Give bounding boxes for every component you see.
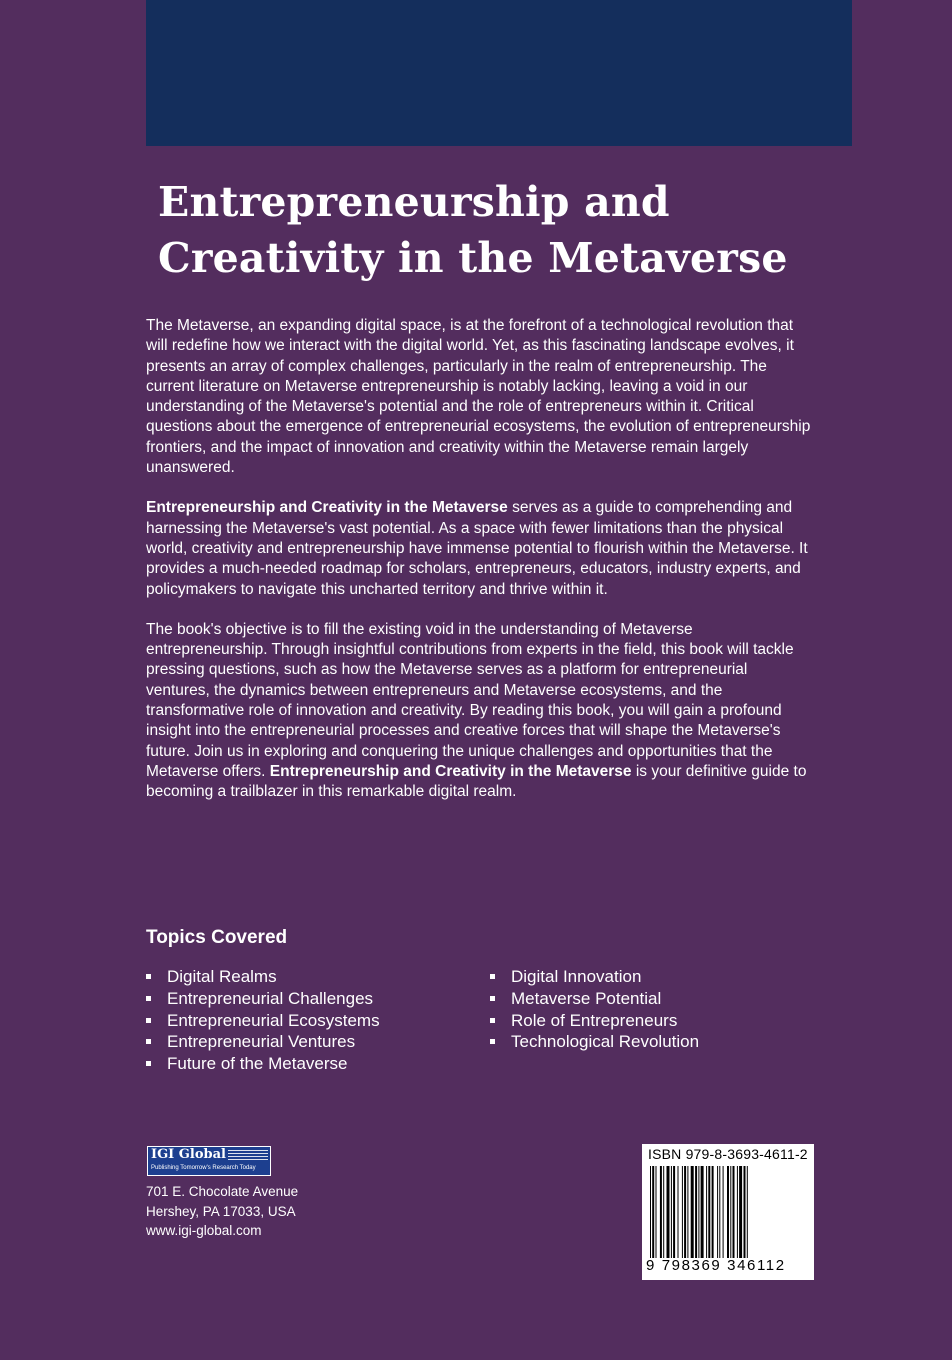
barcode-bar (682, 1166, 683, 1258)
bullet-icon (490, 1018, 495, 1023)
barcode-bar (652, 1166, 654, 1258)
barcode-bar (656, 1166, 657, 1258)
barcode-bar (727, 1166, 729, 1258)
barcode-bar (730, 1166, 731, 1258)
isbn-label: ISBN 979-8-3693-4611-2 (648, 1146, 808, 1162)
barcode-bar (684, 1166, 686, 1258)
barcode-bar (737, 1166, 738, 1258)
book-title-line-1: Entrepreneurship and (158, 178, 670, 226)
barcode-bar (739, 1166, 742, 1258)
topic-item: Entrepreneurial Ecosystems (146, 1010, 380, 1032)
book-title-bold: Entrepreneurship and Creativity in the Metaverse (146, 499, 508, 517)
description-paragraph-3-text: The book's objective is to fill the existing void in the understanding of Metaverse entrepreneurship. Through insightful contributions from experts in the field, this book will tackle pressing questions, such as how the Metaverse serves as a platform for entrepreneurial ventures, the dynamics between entrepreneurs and Metaverse ecosystems, and the transformative role of innovation and creativity. By reading this book, you will gain a profound insight into the entrepreneurial processes and creative forces that will shape the Metaverse's future. Join us in exploring and conquering the unique challenges and opportunities that the Metaverse offers. (146, 620, 794, 780)
barcode-digits: 9 798369 346112 (646, 1257, 786, 1274)
barcode-bar (667, 1166, 670, 1258)
barcode-bar (701, 1166, 704, 1258)
barcode-bar (744, 1166, 746, 1258)
publisher-address (146, 1182, 298, 1241)
isbn-barcode (642, 1144, 814, 1280)
bullet-icon (146, 1018, 151, 1023)
topics-heading: Topics Covered (146, 927, 288, 948)
description-paragraph-2 (146, 498, 812, 599)
description-paragraph-3-end: is your definitive guide to becoming a trailblazer in this remarkable digital realm. (146, 762, 807, 801)
topic-item: Role of Entrepreneurs (490, 1010, 699, 1032)
topic-item: Future of the Metaverse (146, 1053, 380, 1075)
address-city: Hershey, PA 17033, USA (146, 1203, 296, 1219)
topic-item: Metaverse Potential (490, 988, 699, 1010)
address-street: 701 E. Chocolate Avenue (146, 1184, 299, 1199)
barcode-bar (733, 1166, 735, 1258)
bullet-icon (146, 974, 151, 979)
bullet-icon (146, 1039, 151, 1044)
description-paragraph-3 (146, 620, 812, 803)
barcode-bar (708, 1166, 710, 1258)
topics-list-left (146, 966, 380, 1075)
book-title-bold: Entrepreneurship and Creativity in the Metaverse (269, 762, 632, 780)
topic-item: Entrepreneurial Ventures (146, 1031, 380, 1053)
topic-item: Entrepreneurial Challenges (146, 988, 380, 1010)
description-paragraph-1: The Metaverse, an expanding digital space, is at the forefront of a technological revolution that will redefine how we interact with the digital world. Yet, as this fascinating landscape evolves, it presents an array of complex challenges, particularly in the realm of entrepreneurship. The current literature on Metaverse entrepreneurship is notably lacking, leaving a void in our understanding of the Metaverse's potential and the role of entrepreneurs within it. Critical questions about the emergence of entrepreneurial ecosystems, the evolution of entrepreneurship frontiers, and the impact of innovation and creativity within the Metaverse remain largely unanswered. (146, 317, 811, 477)
igi-global-logo (147, 1146, 271, 1176)
barcode-bar (723, 1166, 724, 1258)
bullet-icon (490, 1039, 495, 1044)
barcode-bar (673, 1166, 675, 1258)
barcode-bar (747, 1166, 748, 1258)
book-title-line-2: Creativity in the Metaverse (158, 234, 788, 282)
top-color-band (146, 0, 852, 146)
barcode-bar (717, 1166, 718, 1258)
barcode-bar (712, 1166, 714, 1258)
logo-name: IGI Global (151, 1147, 226, 1162)
barcode-bar (663, 1166, 664, 1258)
barcode-bar (660, 1166, 662, 1258)
barcode-bar (706, 1166, 707, 1258)
publisher-website: www.igi-global.com (146, 1223, 262, 1238)
bullet-icon (146, 996, 151, 1001)
logo-tagline: Publishing Tomorrow's Research Today (151, 1165, 256, 1171)
logo-stripes-icon (228, 1150, 268, 1162)
barcode-bar (678, 1166, 679, 1258)
topic-item: Digital Innovation (490, 966, 699, 988)
barcode-bar (698, 1166, 699, 1258)
barcode-bar (691, 1166, 694, 1258)
topic-item: Technological Revolution (490, 1031, 699, 1053)
barcode-bar (671, 1166, 672, 1258)
barcode-bar (687, 1166, 688, 1258)
book-description (146, 316, 812, 823)
bullet-icon (146, 1061, 151, 1066)
bullet-icon (490, 996, 495, 1001)
barcode-bar (695, 1166, 697, 1258)
barcode-bars-icon (648, 1166, 808, 1258)
bullet-icon (490, 974, 495, 979)
book-title (158, 174, 858, 286)
barcode-bar (650, 1166, 651, 1258)
topics-list-right (490, 966, 699, 1053)
description-paragraph-2-text: serves as a guide to comprehending and harnessing the Metaverse's vast potential. As a space with fewer limitations than the physical world, creativity and entrepreneurship have immense potential to flourish within the Metaverse. It provides a much-needed roadmap for scholars, entrepreneurs, educators, industry experts, and policymakers to navigate this uncharted territory and thrive within it. (146, 499, 808, 598)
topic-item: Digital Realms (146, 966, 380, 988)
barcode-bar (719, 1166, 720, 1258)
